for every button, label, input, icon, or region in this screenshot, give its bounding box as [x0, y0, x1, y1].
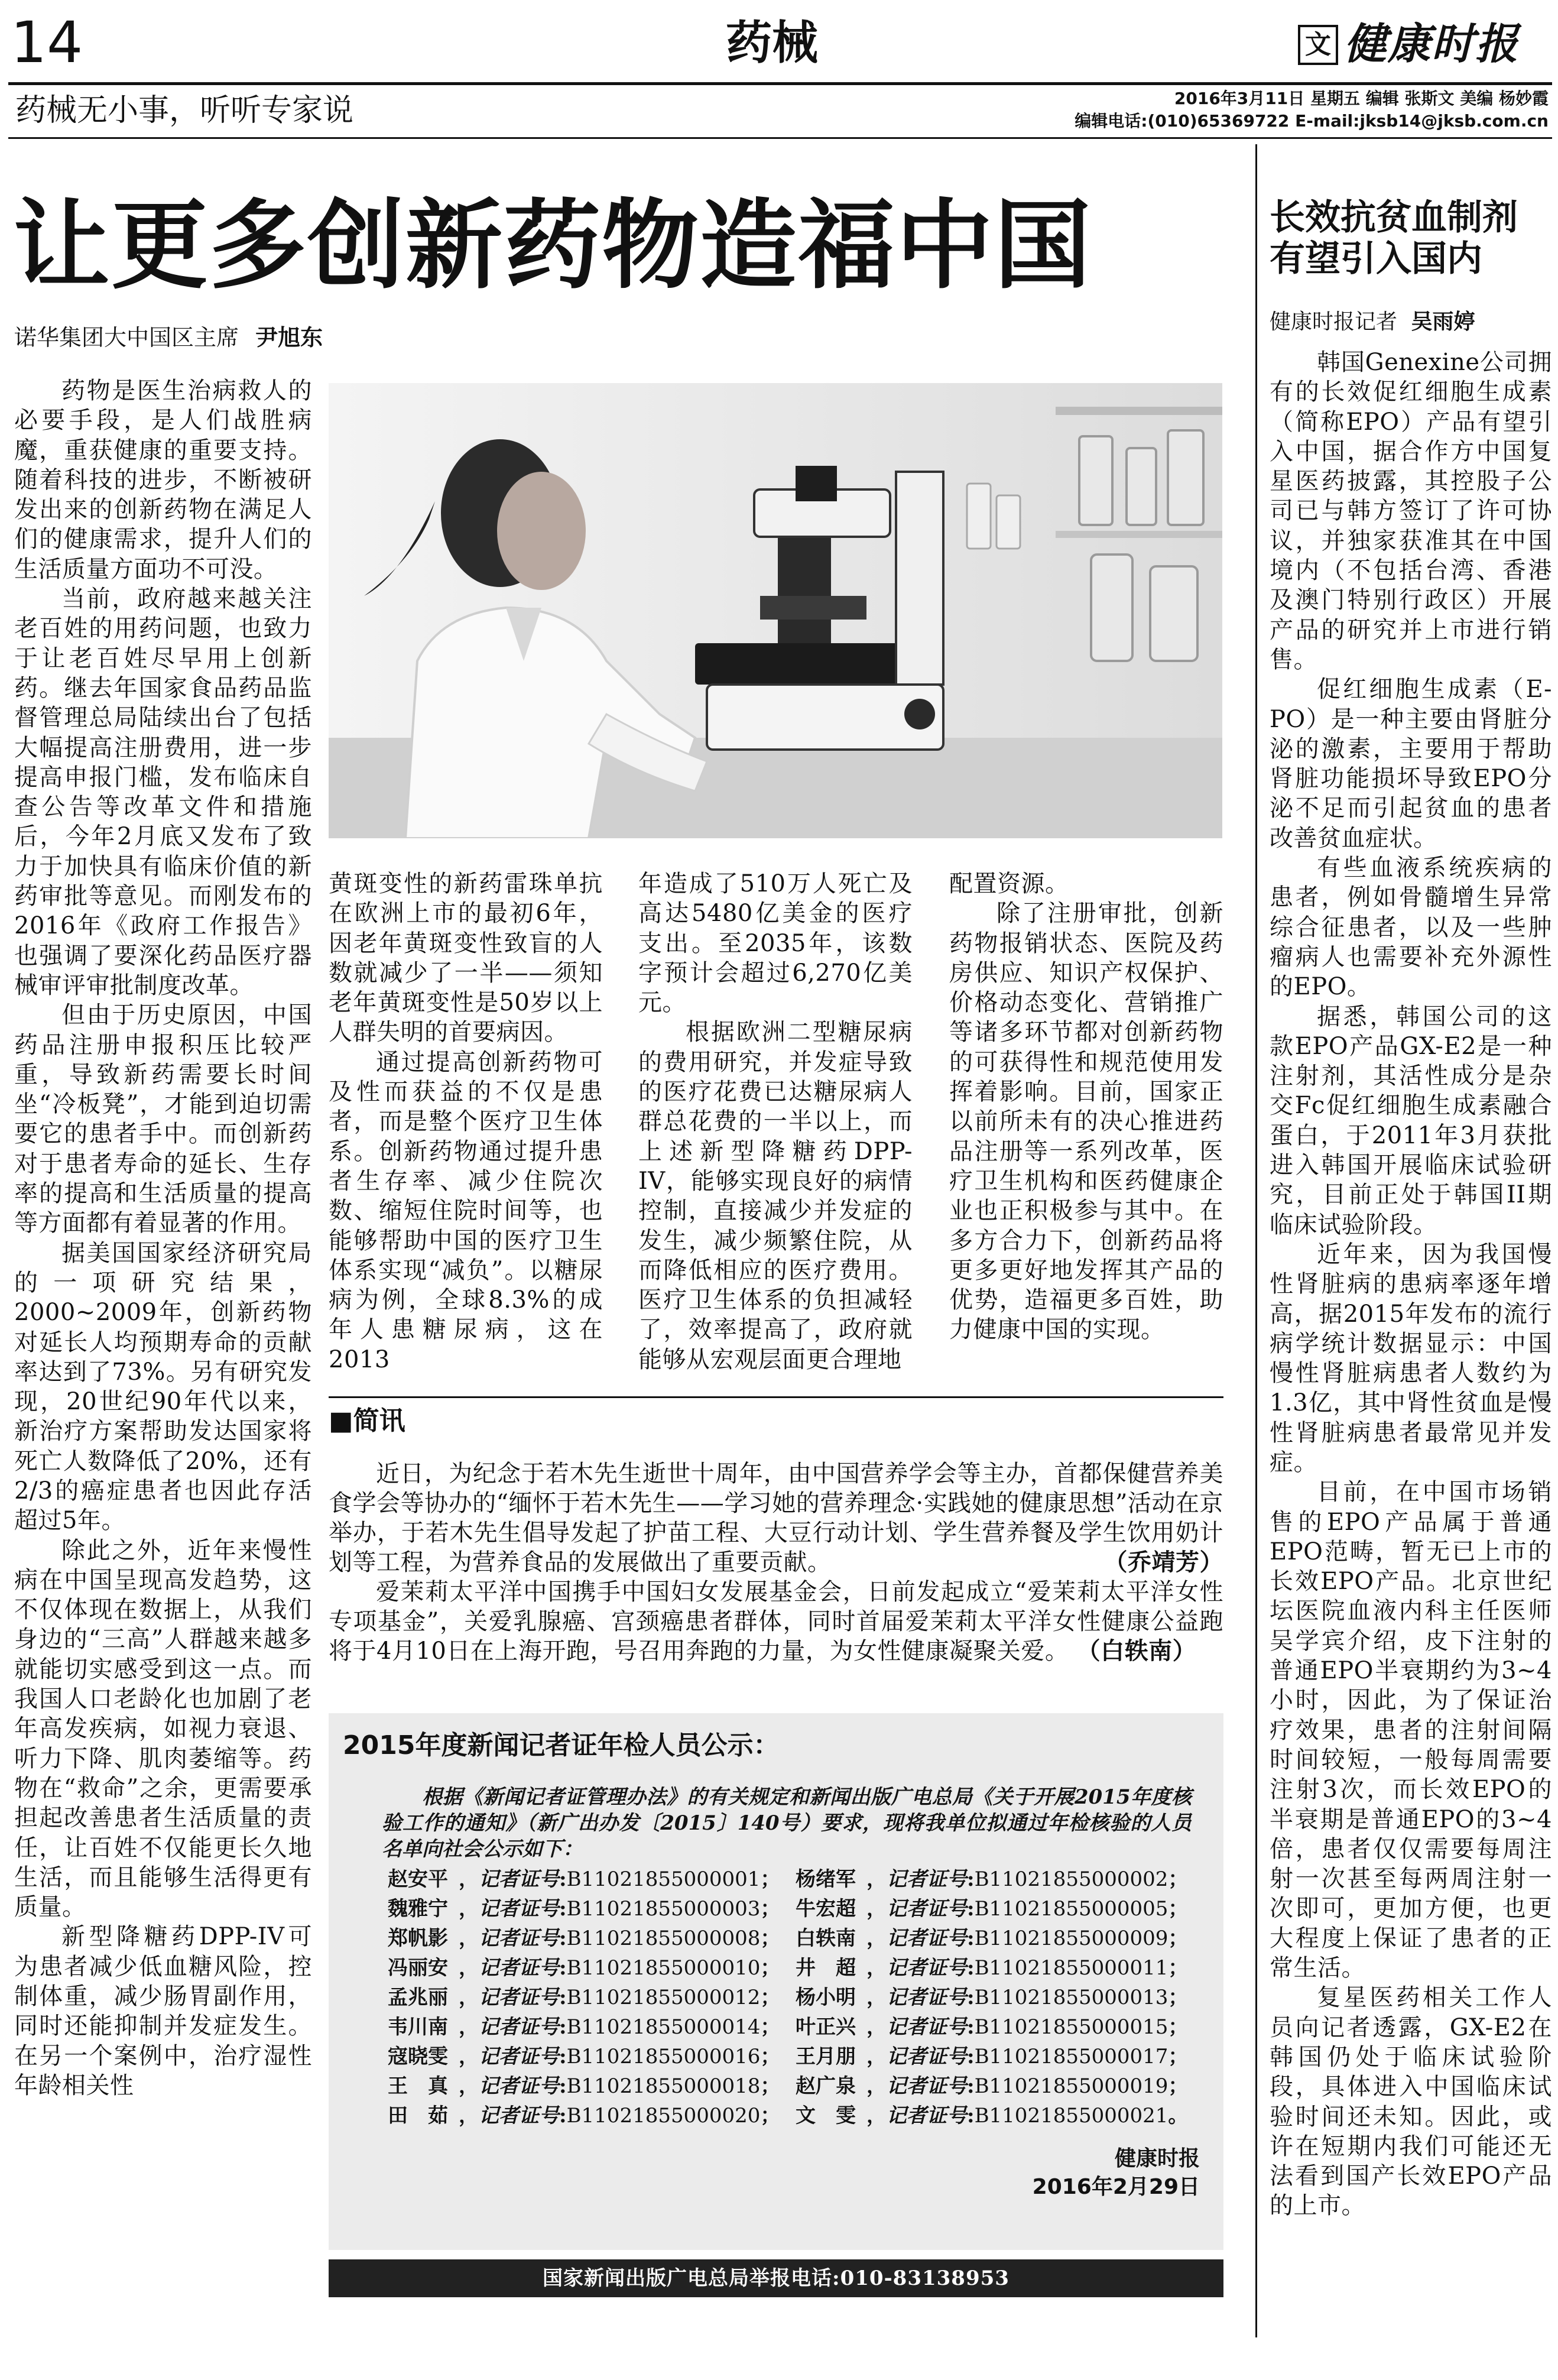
brief-text: 爱茉莉太平洋中国携手中国妇女发展基金会，日前发起成立“爱茉莉太平洋女性专项基金”，关爱乳腺癌、宫颈癌患者群体，同时首届爱茉莉太平洋女性健康公益跑将于4月10日在上海开跑，号召用奔跑的力量，为女性健康凝聚关爱。 [329, 1578, 1223, 1665]
roster-end-punct: ； [760, 2074, 781, 2098]
brief-text: 近日，为纪念于若木先生逝世十周年，由中国营养学会等主办，首都保健营养美食学会等协办的“缅怀于若木先生——学习她的营养理念·实践她的健康思想”活动在京举办，于若木先生倡导发起了护苗工程、大豆行动计划、学生营养餐及学生饮用奶计划等工程，为营养食品的发展做出了重要贡献。 [329, 1460, 1223, 1576]
roster-colon: : [967, 1956, 975, 1980]
reporter-name: 孟兆丽 [388, 1986, 448, 2009]
article-photo [329, 383, 1222, 838]
hotline-text: 国家新闻出版广电总局举报电话:010-83138953 [543, 2266, 1010, 2290]
logo-mark: 文 [1298, 25, 1338, 65]
notice-roster [388, 1865, 1209, 2131]
roster-end-punct: ； [760, 2104, 781, 2128]
article-paragraph: 除此之外，近年来慢性病在中国呈现高发趋势，这不仅体现在数据上，从我们身边的“三高”人群越来越多就能切实感受到这一点。而我国人口老龄化也加剧了老年高发疾病，如视力衰退、听力下降、肌肉萎缩等。药物在“救命”之余，更需要承担起改善患者生活质量的责任，让百姓不仅能更长久地生活，而且能够生活得更有质量。 [14, 1536, 312, 1921]
roster-colon: : [559, 2104, 567, 2128]
lab-photo-illustration [329, 383, 1222, 838]
cert-number: B11021855000005 [974, 1897, 1168, 1921]
reporter-name: 郑帆影 [388, 1927, 448, 1950]
cert-number: B11021855000016 [566, 2045, 761, 2068]
cert-label: 记者证号 [887, 1867, 967, 1891]
roster-end-punct: 。 [1168, 2104, 1189, 2128]
side-byline-role: 健康时报记者 [1270, 310, 1398, 334]
reporter-name: 叶正兴 [796, 2015, 856, 2039]
roster-entry [388, 1865, 796, 1894]
roster-end-punct: ； [760, 1897, 781, 1921]
side-headline-2: 有望引入国内 [1270, 238, 1482, 280]
roster-colon: : [967, 1986, 975, 2009]
side-paragraph: 韩国Genexine公司拥有的长效促红细胞生成素（简称EPO）产品有望引入中国，据合作方中国复星医药披露，其控股子公司已与韩方签订了许可协议，并独家获准其在中国境内（不包括台湾、香港及澳门特别行政区）开展产品的研究并上市进行销售。 [1270, 349, 1552, 673]
byline-role: 诺华集团大中国区主席 [14, 325, 239, 351]
roster-row [388, 1924, 1209, 1953]
roster-entry [796, 2071, 1209, 2101]
cert-number: B11021855000002 [974, 1867, 1168, 1891]
editor-contact: 编辑电话:(010)65369722 E-mail:jksb14@jksb.com.cn [1075, 111, 1549, 131]
roster-separator: ， [866, 1927, 887, 1950]
page-number: 14 [11, 9, 83, 76]
roster-colon: : [559, 1986, 567, 2009]
roster-end-punct: ； [1168, 1927, 1189, 1950]
roster-row [388, 2071, 1209, 2101]
cert-label: 记者证号 [887, 2074, 967, 2098]
byline [14, 319, 323, 352]
cert-number: B11021855000010 [566, 1956, 761, 1980]
article-paragraph: 药物是医生治病救人的必要手段，是人们战胜病魔，重获健康的重要支持。随着科技的进步，不断被研发出来的创新药物在满足人们的健康需求，提升人们的生活质量方面功不可没。 [14, 377, 312, 583]
roster-colon: : [559, 1897, 567, 1921]
roster-end-punct: ； [760, 2045, 781, 2068]
cert-number: B11021855000018 [566, 2074, 761, 2098]
roster-colon: : [967, 2074, 975, 2098]
side-byline-name: 吴雨婷 [1411, 310, 1475, 334]
roster-end-punct: ； [760, 1927, 781, 1950]
roster-colon: : [559, 2045, 567, 2068]
roster-separator: ， [459, 1897, 479, 1921]
side-paragraph: 近年来，因为我国慢性肾脏病的患病率逐年增高，据2015年发布的流行病学统计数据显示：中国慢性肾脏病患者人数约为1.3亿，其中肾性贫血是慢性肾脏病患者最常见并发症。 [1270, 1240, 1552, 1476]
roster-end-punct: ； [1168, 2045, 1189, 2068]
cert-label: 记者证号 [887, 2045, 967, 2068]
brief-author: （乔靖芳） [1103, 1548, 1223, 1576]
cert-label: 记者证号 [479, 2074, 559, 2098]
cert-label: 记者证号 [887, 2015, 967, 2039]
roster-separator: ， [866, 2015, 887, 2039]
news-brief-body [329, 1459, 1223, 1666]
cert-label: 记者证号 [479, 1986, 559, 2009]
cert-number: B11021855000017 [974, 2045, 1168, 2068]
notice-signature-org: 健康时报 [1114, 2146, 1200, 2171]
roster-entry [388, 2042, 796, 2071]
reporter-name: 王 真 [388, 2074, 448, 2098]
roster-entry [796, 1894, 1209, 1924]
reporter-name: 魏雅宁 [388, 1897, 448, 1921]
roster-row [388, 2012, 1209, 2042]
cert-number: B11021855000014 [566, 2015, 761, 2039]
roster-row [388, 1953, 1209, 1983]
roster-entry [796, 1953, 1209, 1983]
headline: 让更多创新药物造福中国 [13, 188, 1093, 302]
side-paragraph: 据悉，韩国公司的这款EPO产品GX-E2是一种注射剂，其活性成分是杂交Fc促红细胞生成素融合蛋白，于2011年3月获批进入韩国开展临床试验研究，目前正处于韩国II期临床试验阶段。 [1270, 1003, 1552, 1238]
roster-row [388, 2101, 1209, 2131]
cert-label: 记者证号 [887, 2104, 967, 2128]
reporter-name: 寇晓雯 [388, 2045, 448, 2068]
cert-label: 记者证号 [479, 2104, 559, 2128]
roster-end-punct: ； [1168, 1867, 1189, 1891]
reporter-name: 韦川南 [388, 2015, 448, 2039]
roster-end-punct: ； [1168, 1897, 1189, 1921]
roster-separator: ， [866, 2045, 887, 2068]
cert-number: B11021855000013 [974, 1986, 1168, 2009]
cert-label: 记者证号 [479, 1927, 559, 1950]
reporter-name: 牛宏超 [796, 1897, 856, 1921]
article-paragraph: 通过提高创新药物可及性而获益的不仅是患者，而是整个医疗卫生体系。创新药物通过提升患者生存率、减少住院次数、缩短住院时间等，也能够帮助中国的医疗卫生体系实现“减负”。以糖尿病为例，全球8.3%的成年人患糖尿病，这在2013 [329, 1048, 603, 1373]
roster-row [388, 1983, 1209, 2012]
roster-separator: ， [866, 1986, 887, 2009]
brief-heading: ■简讯 [329, 1406, 405, 1436]
roster-entry [388, 1983, 796, 2012]
brief-item [329, 1577, 1223, 1666]
logo-text: 健康时报 [1344, 18, 1520, 69]
reporter-name: 冯丽安 [388, 1956, 448, 1980]
roster-colon: : [967, 1897, 975, 1921]
roster-entry [388, 2071, 796, 2101]
roster-entry [796, 2012, 1209, 2042]
cert-number: B11021855000012 [566, 1986, 761, 2009]
side-paragraph: 有些血液系统疾病的患者，例如骨髓增生异常综合征患者，以及一些肿瘤病人也需要补充外源性的EPO。 [1270, 854, 1552, 1001]
roster-entry [388, 2012, 796, 2042]
roster-end-punct: ； [1168, 1986, 1189, 2009]
roster-end-punct: ； [1168, 2015, 1189, 2039]
issue-meta: 2016年3月11日 星期五 编辑 张斯文 美编 杨妙霞 [1174, 89, 1549, 108]
roster-colon: : [967, 1927, 975, 1950]
roster-end-punct: ； [760, 1956, 781, 1980]
roster-entry [388, 1924, 796, 1953]
article-paragraph: 据美国国家经济研究局的一项研究结果，2000~2009年，创新药物对延长人均预期寿命的贡献率达到了73%。另有研究发现，20世纪90年代以来，新治疗方案帮助发达国家将死亡人数降低了20%，还有2/3的癌症患者也因此存活超过5年。 [14, 1239, 312, 1535]
cert-label: 记者证号 [887, 1927, 967, 1950]
roster-colon: : [559, 2015, 567, 2039]
cert-label: 记者证号 [887, 1986, 967, 2009]
reporter-name: 王月朋 [796, 2045, 856, 2068]
reporter-name: 田 茹 [388, 2104, 448, 2128]
brief-rule [329, 1396, 1223, 1398]
article-column-3 [638, 869, 913, 1374]
roster-end-punct: ； [760, 1986, 781, 2009]
cert-label: 记者证号 [479, 1897, 559, 1921]
reporter-name: 赵安平 [388, 1867, 448, 1891]
roster-row [388, 1865, 1209, 1894]
reporter-name: 杨绪军 [796, 1867, 856, 1891]
cert-label: 记者证号 [887, 1956, 967, 1980]
article-column-2 [329, 869, 603, 1374]
roster-entry [796, 1865, 1209, 1894]
article-paragraph: 除了注册审批，创新药物报销状态、医院及药房供应、知识产权保护、价格动态变化、营销推广等诸多环节都对创新药物的可获得性和规范使用发挥着影响。目前，国家正以前所未有的决心推进药品注册等一系列改革，医疗卫生机构和医药健康企业也正积极参与其中。在多方合力下，创新药品将更多更好地发挥其产品的优势，造福更多百姓，助力健康中国的实现。 [949, 900, 1223, 1344]
roster-entry [796, 1983, 1209, 2012]
header-rule-bottom [8, 137, 1552, 139]
roster-end-punct: ； [760, 2015, 781, 2039]
side-column-divider [1255, 144, 1257, 2337]
article-column-4 [949, 869, 1223, 1345]
cert-label: 记者证号 [479, 1867, 559, 1891]
roster-colon: : [967, 2045, 975, 2068]
article-paragraph: 当前，政府越来越关注老百姓的用药问题，也致力于让老百姓尽早用上创新药。继去年国家食品药品监督管理总局陆续出台了包括大幅提高注册费用，进一步提高申报门槛，发布临床自查公告等改革文件和措施后，今年2月底又发布了致力于加快具有临床价值的新药审批等意见。而刚发布的2016年《政府工作报告》也强调了要深化药品医疗器械审评审批制度改革。 [14, 585, 312, 999]
roster-entry [796, 2101, 1209, 2131]
roster-colon: : [559, 2074, 567, 2098]
section-slogan: 药械无小事，听听专家说 [15, 93, 354, 128]
article-paragraph: 配置资源。 [949, 870, 1069, 897]
cert-number: B11021855000011 [974, 1956, 1168, 1980]
roster-separator: ， [459, 1986, 479, 2009]
cert-number: B11021855000001 [566, 1867, 761, 1891]
roster-colon: : [559, 1927, 567, 1950]
cert-label: 记者证号 [479, 2045, 559, 2068]
brief-author: （白轶南） [1076, 1637, 1197, 1665]
roster-separator: ， [866, 1956, 887, 1980]
side-paragraph: 目前，在中国市场销售的EPO产品属于普通EPO范畴，暂无已上市的长效EPO产品。北京世纪坛医院血液内科主任医师吴学宾介绍，皮下注射的普通EPO半衰期约为3~4小时，因此，为了保证治疗效果，患者的注射间隔时间较短，一般每周需要注射3次，而长效EPO的半衰期是普通EPO的3~4倍，患者仅仅需要每周注射一次甚至每两周注射一次即可，更加方便，也更大程度上保证了患者的正常生活。 [1270, 1478, 1552, 1982]
article-paragraph: 根据欧洲二型糖尿病的费用研究，并发症导致的医疗花费已达糖尿病人群总花费的一半以上，而上述新型降糖药DPP-IV，能够实现良好的病情控制，直接减少并发症的发生，减少频繁住院，从而降低相应的医疗费用。医疗卫生体系的负担减轻了，效率提高了，政府就能够从宏观层面更合理地 [638, 1019, 913, 1373]
roster-entry [796, 2042, 1209, 2071]
roster-colon: : [967, 1867, 975, 1891]
side-byline [1270, 305, 1475, 335]
side-article-body [1270, 348, 1552, 2221]
roster-colon: : [559, 1867, 567, 1891]
roster-separator: ， [459, 1927, 479, 1950]
side-headline-1: 长效抗贫血制剂 [1270, 197, 1518, 238]
cert-label: 记者证号 [479, 1956, 559, 1980]
roster-entry [388, 2101, 796, 2131]
roster-colon: : [559, 1956, 567, 1980]
article-paragraph: 新型降糖药DPP-IV可为患者减少低血糖风险，控制体重，减少肠胃副作用，同时还能抑制并发症发生。在另一个案例中，治疗湿性年龄相关性 [14, 1923, 312, 2099]
roster-end-punct: ； [760, 1867, 781, 1891]
roster-row [388, 1894, 1209, 1924]
roster-separator: ， [459, 2015, 479, 2039]
brief-item [329, 1459, 1223, 1577]
roster-separator: ， [459, 2045, 479, 2068]
cert-number: B11021855000015 [974, 2015, 1168, 2039]
roster-end-punct: ； [1168, 1956, 1189, 1980]
article-paragraph: 年造成了510万人死亡及高达5480亿美金的医疗支出。至2035年，该数字预计会超过6,270亿美元。 [638, 870, 913, 1017]
cert-number: B11021855000019 [974, 2074, 1168, 2098]
reporter-name: 赵广泉 [796, 2074, 856, 2098]
reporter-name: 井 超 [796, 1956, 856, 1980]
roster-colon: : [967, 2015, 975, 2039]
cert-number: B11021855000009 [974, 1927, 1168, 1950]
newspaper-logo [1298, 18, 1552, 71]
cert-number: B11021855000003 [566, 1897, 761, 1921]
cert-number: B11021855000008 [566, 1927, 761, 1950]
cert-number: B11021855000020 [566, 2104, 761, 2128]
roster-separator: ， [866, 1867, 887, 1891]
roster-entry [388, 1953, 796, 1983]
cert-number: B11021855000021 [974, 2104, 1168, 2128]
roster-end-punct: ； [1168, 2074, 1189, 2098]
byline-name: 尹旭东 [255, 325, 323, 351]
notice-signature-date: 2016年2月29日 [1032, 2175, 1200, 2199]
roster-entry [388, 1894, 796, 1924]
article-paragraph: 黄斑变性的新药雷珠单抗在欧洲上市的最初6年，因老年黄斑变性致盲的人数就减少了一半——须知老年黄斑变性是50岁以上人群失明的首要病因。 [329, 870, 603, 1046]
roster-row [388, 2042, 1209, 2071]
roster-separator: ， [866, 2104, 887, 2128]
cert-label: 记者证号 [887, 1897, 967, 1921]
article-column-1 [14, 376, 312, 2100]
roster-separator: ， [866, 1897, 887, 1921]
section-title: 药械 [726, 17, 819, 70]
reporter-name: 杨小明 [796, 1986, 856, 2009]
roster-colon: : [967, 2104, 975, 2128]
hotline-bar [329, 2259, 1223, 2297]
roster-separator: ， [459, 2074, 479, 2098]
article-paragraph: 但由于历史原因，中国药品注册申报积压比较严重，导致新药需要长时间坐“冷板凳”，才能到迫切需要它的患者手中。而创新药对于患者寿命的延长、生存率的提高和生活质量的提高等方面都有着显著的作用。 [14, 1001, 312, 1237]
header-rule [8, 82, 1552, 85]
notice-box [329, 1713, 1223, 2250]
roster-separator: ， [459, 1956, 479, 1980]
roster-separator: ， [459, 2104, 479, 2128]
side-paragraph: 促红细胞生成素（E-PO）是一种主要由肾脏分泌的激素，主要用于帮助肾脏功能损坏导致EPO分泌不足而引起贫血的患者改善贫血症状。 [1270, 676, 1552, 852]
roster-separator: ， [459, 1867, 479, 1891]
roster-entry [796, 1924, 1209, 1953]
side-paragraph: 复星医药相关工作人员向记者透露，GX-E2在韩国仍处于临床试验阶段，具体进入中国临床试验时间还未知。因此，或许在短期内我们可能还无法看到国产长效EPO产品的上市。 [1270, 1984, 1552, 2220]
roster-separator: ， [866, 2074, 887, 2098]
cert-label: 记者证号 [479, 2015, 559, 2039]
notice-intro: 根据《新闻记者证管理办法》的有关规定和新闻出版广电总局《关于开展2015年度核验工作的通知》（新广出办发〔2015〕140号）要求，现将我单位拟通过年检核验的人员名单向社会公示如下： [382, 1785, 1192, 1861]
notice-title: 2015年度新闻记者证年检人员公示： [343, 1730, 780, 1760]
reporter-name: 白轶南 [796, 1927, 856, 1950]
reporter-name: 文 雯 [796, 2104, 856, 2128]
